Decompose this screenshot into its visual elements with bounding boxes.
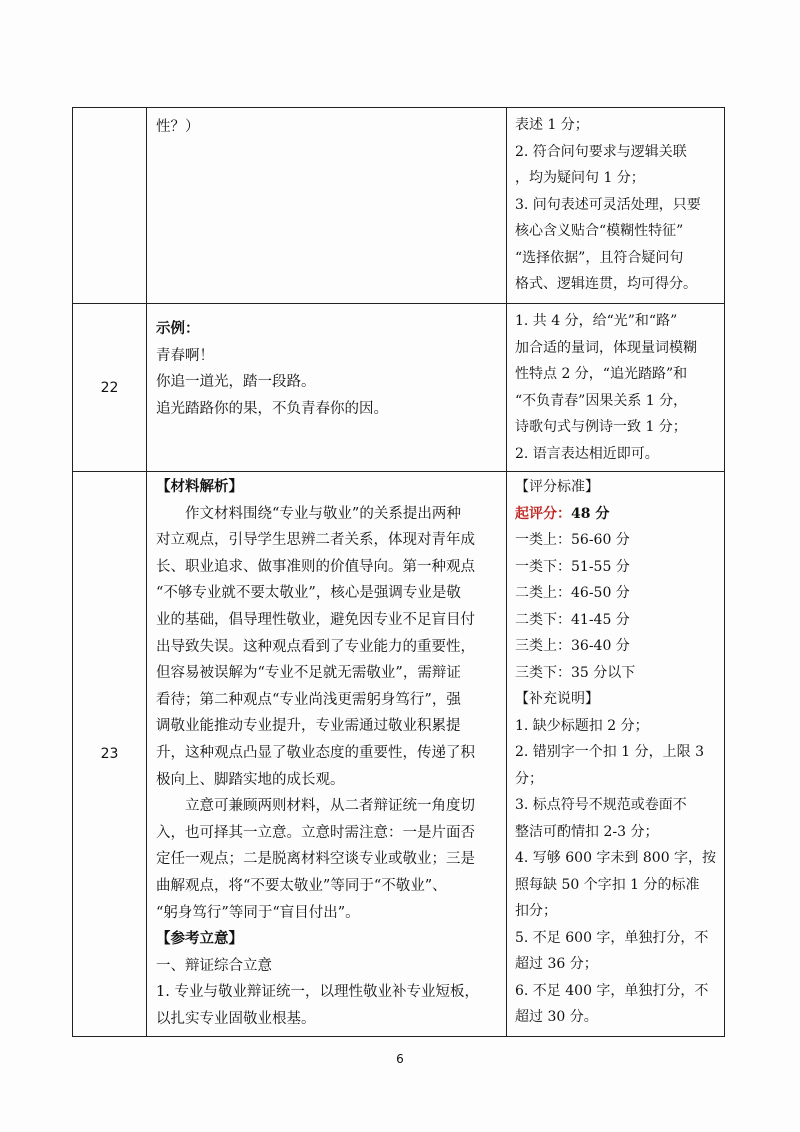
answer-line: 性？）: [156, 119, 200, 135]
scoring-line: 性特点 2 分，“追光踏路”和: [515, 366, 688, 382]
scoring-line: 核心含义贴合“模糊性特征”: [515, 223, 684, 239]
question-number: [73, 108, 147, 304]
analysis-line: 业的基础，倡导理性敬业，避免因专业不足盲目付: [156, 611, 475, 628]
poem-line: 追光踏路你的果，不负青春你的因。: [156, 400, 388, 417]
note-line: 6. 不足 400 字，单独打分，不: [515, 982, 709, 999]
scoring-line: 2. 符合问句要求与逻辑关联: [515, 143, 687, 160]
analysis-line: 升，这种观点凸显了敬业态度的重要性，传递了积: [156, 744, 475, 761]
scoring-line: 格式、逻辑连贯，均可得分。: [515, 276, 697, 292]
start-score-label: 起评分：: [515, 505, 571, 522]
scoring-cell: [507, 108, 725, 304]
start-score-value: 48 分: [571, 505, 610, 522]
section-heading: 【评分标准】: [515, 479, 599, 495]
table-row: [73, 304, 725, 472]
scoring-line: 加合适的量词，体现量词模糊: [515, 339, 697, 356]
scoring-line: 1. 共 4 分，给“光”和“路”: [515, 313, 678, 329]
scoring-line: 表述 1 分；: [515, 117, 589, 133]
analysis-line: 作文材料围绕“专业与敬业”的关系提出两种: [185, 505, 461, 522]
question-number: 22: [73, 304, 147, 472]
analysis-line: 立意可兼顾两则材料，从二者辩证统一角度切: [185, 798, 475, 815]
analysis-line: 长、职业追求、做事准则的价值导向。第一种观点: [156, 558, 475, 575]
analysis-line: 极向上、脚踏实地的成长观。: [156, 771, 345, 788]
scoring-line: 3. 问句表述可灵活处理，只要: [515, 196, 701, 213]
essay-analysis-cell: [147, 472, 507, 1037]
note-line: 分；: [515, 770, 543, 787]
analysis-line: 调敬业能推动专业提升，专业需通过敬业积累提: [156, 718, 461, 735]
scoring-line: 诗歌句式与例诗一致 1 分；: [515, 419, 687, 435]
analysis-line: 出导致失误。这种观点看到了专业能力的重要性，: [156, 638, 475, 655]
answer-cell: [147, 304, 507, 472]
note-line: 3. 标点符号不规范或卷面不: [515, 797, 687, 813]
note-line: 超过 30 分。: [515, 1009, 598, 1025]
note-line: 整洁可酌情扣 2-3 分；: [515, 823, 659, 840]
poem-line: 你追一道光，踏一段路。: [156, 374, 316, 391]
analysis-line: “躬身笃行”等同于“盲目付出”。: [156, 904, 360, 921]
table-row: [73, 472, 725, 1037]
table-row: [73, 108, 725, 304]
note-line: 5. 不足 600 字，单独打分，不: [515, 929, 709, 946]
reference-line: 一、辩证综合立意: [156, 957, 272, 974]
reference-line: 1. 专业与敬业辩证统一，以理性敬业补专业短板，: [156, 984, 479, 1001]
scoring-cell: [507, 472, 725, 1037]
note-line: 照每缺 50 个字扣 1 分的标准: [515, 876, 700, 893]
section-heading: 【补充说明】: [515, 691, 599, 707]
note-line: 超过 36 分；: [515, 956, 598, 972]
grade-line: 三类下：35 分以下: [515, 664, 636, 681]
analysis-line: 曲解观点，将“不要太敬业”等同于“不敬业”、: [156, 877, 447, 894]
poem-line: 青春啊！: [156, 347, 214, 364]
page-number: 6: [396, 1052, 404, 1066]
section-heading: 【材料解析】: [156, 478, 243, 495]
analysis-line: 定任一观点；二是脱离材料空谈专业或敬业；三是: [156, 851, 475, 868]
question-number: 23: [73, 472, 147, 1037]
analysis-line: 入，也可择其一立意。立意时需注意：一是片面否: [156, 824, 475, 841]
section-heading: 【参考立意】: [156, 930, 243, 948]
analysis-line: 对立观点，引导学生思辨二者关系，体现对青年成: [156, 532, 475, 549]
example-heading: 示例：: [156, 320, 200, 337]
note-line: 1. 缺少标题扣 2 分；: [515, 717, 649, 734]
scoring-line: 2. 语言表达相近即可。: [515, 445, 659, 462]
grade-line: 一类上：56-60 分: [515, 532, 630, 548]
analysis-line: 但容易被误解为“专业不足就无需敬业”，需辩证: [156, 665, 461, 682]
analysis-line: “不够专业就不要太敬业”，核心是强调专业是敬: [156, 585, 461, 602]
grade-line: 一类下：51-55 分: [515, 558, 630, 575]
note-line: 扣分；: [515, 903, 557, 919]
scoring-line: “不负青春”因果关系 1 分，: [515, 392, 688, 409]
scoring-line: ，均为疑问句 1 分；: [515, 170, 645, 186]
grade-line: 二类上：46-50 分: [515, 585, 630, 601]
analysis-line: 看待；第二种观点“专业尚浅更需躬身笃行”，强: [156, 691, 461, 708]
reference-line: 以扎实专业固敬业根基。: [156, 1010, 316, 1027]
answer-cell: [147, 108, 507, 304]
grade-line: 二类下：41-45 分: [515, 611, 630, 628]
note-line: 4. 写够 600 字未到 800 字，按: [515, 850, 717, 866]
scoring-cell: [507, 304, 725, 472]
scoring-table: [72, 107, 725, 1037]
scoring-line: “选择依据”，且符合疑问句: [515, 249, 684, 266]
note-line: 2. 错别字一个扣 1 分，上限 3: [515, 744, 704, 760]
start-score: [515, 501, 718, 528]
grade-line: 三类上：36-40 分: [515, 638, 630, 654]
